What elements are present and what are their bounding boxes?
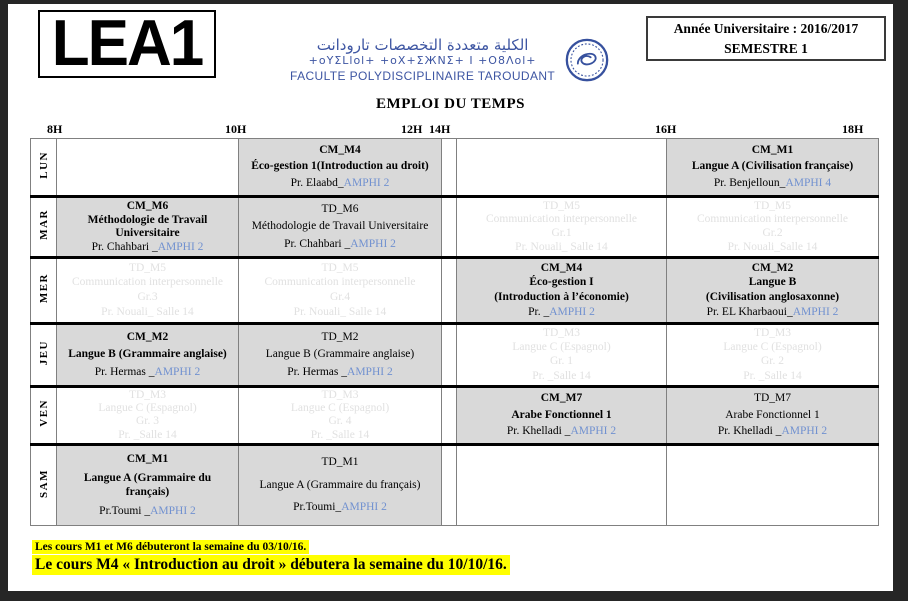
day-label-lun: LUN	[31, 139, 57, 197]
timetable-body	[31, 139, 879, 526]
room-label: AMPHI 2	[341, 501, 387, 514]
cell-mar-slot2: TD_M6 Méthodologie de Travail Universitaire Pr. Chahbari _AMPHI 2	[239, 197, 442, 258]
academic-year: Année Universitaire : 2016/2017	[673, 20, 859, 36]
lunch-gap-mer	[442, 258, 457, 324]
time-label-8h: 8H	[47, 122, 63, 136]
timetable	[30, 122, 878, 526]
program-logo-box	[38, 7, 216, 80]
cell-jeu-slot3: TD_M3 Langue C (Espagnol) Gr. 1 Pr. _Salle 14	[457, 324, 667, 387]
lunch-gap-sam	[442, 445, 457, 526]
cell-ven-slot4: TD_M7 Arabe Fonctionnel 1 Pr. Khelladi _AMPHI 2	[667, 387, 879, 445]
room-label: AMPHI 2	[343, 177, 390, 190]
room-label: AMPHI 2	[347, 366, 393, 379]
cell-lun-slot2: CM_M4 Éco-gestion 1(Introduction au droit) Pr. Elaabd_AMPHI 2	[239, 139, 442, 197]
time-axis	[30, 122, 878, 138]
room-label: AMPHI 2	[350, 237, 396, 250]
cell-mer-slot1: TD_M5 Communication interpersonnelle Gr.3 Pr. Nouali_ Salle 14	[57, 258, 239, 324]
day-label-mer: MER	[31, 258, 57, 324]
day-row-mar	[31, 197, 879, 258]
cell-lun-slot3	[457, 139, 667, 197]
room-label: AMPHI 4	[785, 177, 832, 190]
day-row-lun	[31, 139, 879, 197]
cell-jeu-slot2: TD_M2 Langue B (Grammaire anglaise) Pr. Hermas _AMPHI 2	[239, 324, 442, 387]
day-label-sam: SAM	[31, 445, 57, 526]
cell-sam-slot1: CM_M1 Langue A (Grammaire du français) Pr.Toumi _AMPHI 2	[57, 445, 239, 526]
lunch-gap-mar	[442, 197, 457, 258]
room-label: AMPHI 2	[792, 306, 839, 319]
day-label-jeu: JEU	[31, 324, 57, 387]
day-row-sam	[31, 445, 879, 526]
timetable-grid	[30, 138, 879, 526]
cell-jeu-slot4: TD_M3 Langue C (Espagnol) Gr. 2 Pr. _Salle 14	[667, 324, 879, 387]
time-label-18h: 18H	[842, 122, 864, 136]
institution-name-arabic: الكلية متعددة التخصصات تارودانت	[316, 36, 529, 54]
time-label-14h: 14H	[429, 122, 451, 136]
cell-mar-slot1: CM_M6 Méthodologie de Travail Universitaire Pr. Chahbari _AMPHI 2	[57, 197, 239, 258]
lunch-gap-lun	[442, 139, 457, 197]
cell-sam-slot4	[667, 445, 879, 526]
cell-ven-slot2: TD_M3 Langue C (Espagnol) Gr. 4 Pr. _Salle 14	[239, 387, 442, 445]
page-title: EMPLOI DU TEMPS	[376, 96, 525, 112]
semester: SEMESTRE 1	[724, 40, 808, 56]
time-label-12h: 12H	[401, 122, 423, 136]
room-label: AMPHI 2	[570, 425, 617, 438]
time-label-10h: 10H	[225, 122, 247, 136]
institution-names	[290, 36, 555, 84]
cell-mar-slot4: TD_M5 Communication interpersonnelle Gr.2 Pr. Nouali_Salle 14	[667, 197, 879, 258]
room-label: AMPHI 2	[157, 241, 204, 253]
cell-mer-slot2: TD_M5 Communication interpersonnelle Gr.4 Pr. Nouali_ Salle 14	[239, 258, 442, 324]
cell-lun-slot1	[57, 139, 239, 197]
cell-ven-slot1: TD_M3 Langue C (Espagnol) Gr. 3 Pr. _Salle 14	[57, 387, 239, 445]
cell-mer-slot4: CM_M2 Langue B (Civilisation anglosaxonne) Pr. EL Kharbaoui_AMPHI 2	[667, 258, 879, 324]
institution-header	[290, 36, 609, 84]
lunch-gap-ven	[442, 387, 457, 445]
program-name: LEA1	[51, 7, 203, 80]
institution-name-tifinagh: +oYΣLlol+ +oX+ΣЖNΣ+ I +O8Λol+	[308, 54, 537, 67]
cell-ven-slot3: CM_M7 Arabe Fonctionnel 1 Pr. Khelladi _AMPHI 2	[457, 387, 667, 445]
room-label: AMPHI 2	[150, 504, 196, 517]
room-label: AMPHI 2	[549, 306, 595, 319]
time-label-16h: 16H	[655, 122, 677, 136]
academic-year-box	[646, 16, 886, 61]
cell-sam-slot3	[457, 445, 667, 526]
note-m1-m6-start: Les cours M1 et M6 débuteront la semaine du 03/10/16.	[32, 540, 309, 554]
institution-name-french: FACULTE POLYDISCIPLINAIRE TAROUDANT	[290, 69, 556, 84]
document-page	[8, 4, 893, 591]
day-label-ven: VEN	[31, 387, 57, 445]
lunch-gap-jeu	[442, 324, 457, 387]
cell-mer-slot3: CM_M4 Éco-gestion I (Introduction à l’économie) Pr. _AMPHI 2	[457, 258, 667, 324]
cell-jeu-slot1: CM_M2 Langue B (Grammaire anglaise) Pr. Hermas _AMPHI 2	[57, 324, 239, 387]
university-seal-icon	[565, 38, 609, 82]
day-label-mar: MAR	[31, 197, 57, 258]
room-label: AMPHI 2	[154, 366, 201, 379]
day-row-mer	[31, 258, 879, 324]
cell-mar-slot3: TD_M5 Communication interpersonnelle Gr.1 Pr. Nouali_ Salle 14	[457, 197, 667, 258]
room-label: AMPHI 2	[781, 425, 828, 438]
day-row-ven	[31, 387, 879, 445]
day-row-jeu	[31, 324, 879, 387]
cell-sam-slot2: TD_M1 Langue A (Grammaire du français) Pr.Toumi_AMPHI 2	[239, 445, 442, 526]
cell-lun-slot4: CM_M1 Langue A (Civilisation française) Pr. Benjelloun_AMPHI 4	[667, 139, 879, 197]
note-m4-start: Le cours M4 « Introduction au droit » débutera la semaine du 10/10/16.	[32, 555, 510, 575]
